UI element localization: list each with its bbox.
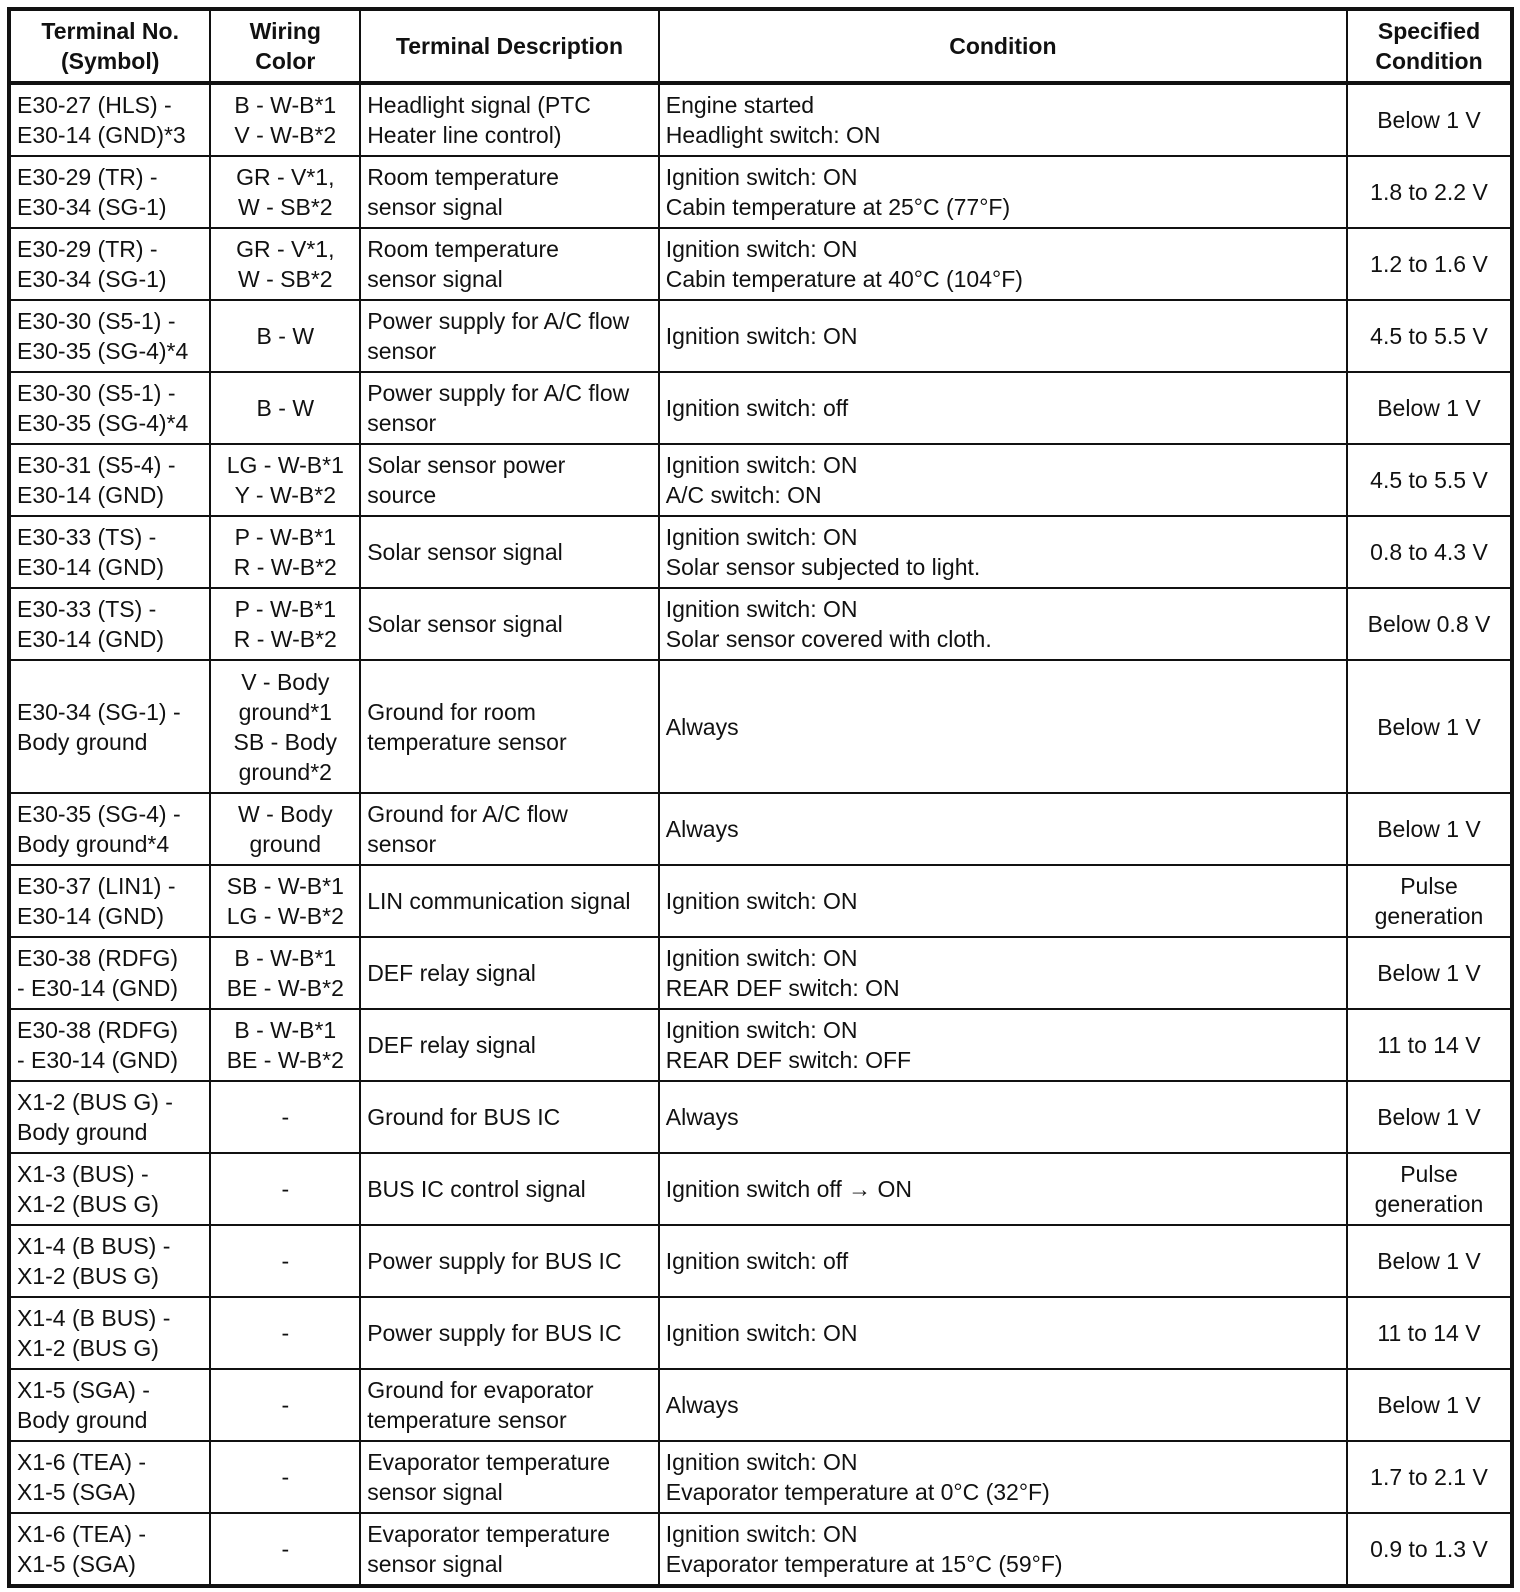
terminal-cell-line: E30-34 (SG-1) <box>17 194 167 220</box>
condition-cell <box>659 156 1347 228</box>
condition-cell <box>659 1369 1347 1441</box>
wiring-color-cell-line: P - W-B*1 <box>234 524 336 550</box>
terminal-cell-line: - E30-14 (GND) <box>17 1047 179 1073</box>
specified-condition-cell-line: 1.7 to 2.1 V <box>1370 1464 1488 1490</box>
condition-cell-line: Cabin temperature at 40°C (104°F) <box>665 266 1023 292</box>
specified-condition-cell <box>1347 793 1512 865</box>
condition-cell-line: Always <box>665 713 739 740</box>
terminal-cell-line: E30-31 (S5-4) - <box>17 452 176 478</box>
specified-condition-cell <box>1347 1225 1512 1297</box>
table-row <box>9 660 1512 793</box>
description-cell-line: Solar sensor signal <box>367 539 563 565</box>
condition-cell-line: Ignition switch: off <box>665 1248 849 1274</box>
description-cell-line: Evaporator temperature <box>367 1449 611 1475</box>
header-terminal-description <box>360 9 659 83</box>
condition-cell <box>659 516 1347 588</box>
terminal-cell-line: X1-2 (BUS G) <box>17 1263 159 1289</box>
condition-cell-line: Ignition switch: ON <box>665 596 858 622</box>
specified-condition-cell-line: Below 0.8 V <box>1367 611 1491 637</box>
terminal-table-container <box>7 7 1514 1588</box>
terminal-cell <box>9 588 210 660</box>
terminal-cell-line: E30-30 (S5-1) - <box>17 380 176 406</box>
description-cell-line: Heater line control) <box>367 122 562 148</box>
specified-condition-cell-line: Below 1 V <box>1377 960 1481 986</box>
description-cell <box>360 83 659 156</box>
terminal-cell <box>9 83 210 156</box>
wiring-color-cell-line: SB - W-B*1 <box>226 873 344 899</box>
condition-cell-line: Ignition switch: ON <box>665 323 858 349</box>
description-cell-line: DEF relay signal <box>367 960 536 986</box>
specified-condition-cell-line: 11 to 14 V <box>1377 1032 1481 1058</box>
condition-cell <box>659 793 1347 865</box>
wiring-color-cell-line: ground*1 <box>238 698 332 725</box>
description-cell-line: Solar sensor signal <box>367 611 563 637</box>
specified-condition-cell-line: Below 1 V <box>1377 816 1481 842</box>
condition-cell-line: Headlight switch: ON <box>665 122 881 148</box>
specified-condition-cell <box>1347 228 1512 300</box>
wiring-color-cell-line: - <box>281 1464 290 1490</box>
wiring-color-cell <box>210 372 360 444</box>
wiring-color-cell-line: P - W-B*1 <box>234 596 336 622</box>
terminal-cell <box>9 1297 210 1369</box>
description-cell-line: Headlight signal (PTC <box>367 92 591 118</box>
description-cell <box>360 1153 659 1225</box>
terminal-cell-line: Body ground <box>17 1119 148 1145</box>
wiring-color-cell-line: W - Body <box>238 801 333 827</box>
description-cell <box>360 588 659 660</box>
wiring-color-cell-line: W - SB*2 <box>238 194 333 220</box>
table-row <box>9 1009 1512 1081</box>
description-cell <box>360 1297 659 1369</box>
terminal-cell-line: Body ground*4 <box>17 831 170 857</box>
header-line: Color <box>255 48 316 74</box>
wiring-color-cell <box>210 83 360 156</box>
description-cell-line: Power supply for BUS IC <box>367 1248 622 1274</box>
wiring-color-cell-line: - <box>281 1176 290 1202</box>
wiring-color-cell-line: B - W <box>256 323 315 349</box>
terminal-cell-line: E30-14 (GND) <box>17 903 164 929</box>
description-cell-line: LIN communication signal <box>367 888 631 914</box>
terminal-cell-line: E30-38 (RDFG) <box>17 945 179 971</box>
condition-cell-line: Ignition switch: ON <box>665 452 858 478</box>
specified-condition-cell-line: Below 1 V <box>1377 1104 1481 1130</box>
specified-condition-cell-line: Below 1 V <box>1377 1392 1481 1418</box>
condition-cell <box>659 1081 1347 1153</box>
description-cell-line: Ground for room <box>367 698 536 725</box>
condition-cell <box>659 1009 1347 1081</box>
wiring-color-cell-line: B - W <box>256 395 315 421</box>
terminal-cell <box>9 1369 210 1441</box>
specified-condition-cell-line: Below 1 V <box>1377 713 1481 740</box>
specified-condition-cell <box>1347 1297 1512 1369</box>
wiring-color-cell-line: LG - W-B*2 <box>226 903 344 929</box>
terminal-cell-line: X1-2 (BUS G) <box>17 1191 159 1217</box>
condition-cell-line: Engine started <box>665 92 815 118</box>
terminal-cell-line: E30-14 (GND) <box>17 626 164 652</box>
wiring-color-cell <box>210 444 360 516</box>
wiring-color-cell <box>210 1009 360 1081</box>
terminal-cell <box>9 937 210 1009</box>
terminal-cell <box>9 228 210 300</box>
table-row <box>9 83 1512 156</box>
description-cell-line: Room temperature <box>367 236 559 262</box>
wiring-color-cell-line: ground*2 <box>238 758 332 785</box>
wiring-color-cell-line: BE - W-B*2 <box>226 975 344 1001</box>
table-row <box>9 516 1512 588</box>
description-cell-line: Room temperature <box>367 164 559 190</box>
table-row <box>9 372 1512 444</box>
description-cell-line: DEF relay signal <box>367 1032 536 1058</box>
wiring-color-cell-line: SB - Body <box>233 728 338 755</box>
wiring-color-cell-line: - <box>281 1536 290 1562</box>
description-cell-line: BUS IC control signal <box>367 1176 586 1202</box>
header-specified-condition <box>1347 9 1512 83</box>
wiring-color-cell-line: Y - W-B*2 <box>234 482 336 508</box>
description-cell <box>360 793 659 865</box>
condition-cell <box>659 228 1347 300</box>
condition-cell-line: Ignition switch: ON <box>665 888 858 914</box>
description-cell <box>360 1009 659 1081</box>
terminal-cell-line: X1-3 (BUS) - <box>17 1161 149 1187</box>
description-cell-line: sensor <box>367 831 437 857</box>
terminal-cell-line: X1-6 (TEA) - <box>17 1521 147 1547</box>
specified-condition-cell-line: Below 1 V <box>1377 107 1481 133</box>
header-line: Condition <box>1375 48 1483 74</box>
condition-cell-line: Evaporator temperature at 0°C (32°F) <box>665 1479 1050 1505</box>
description-cell-line: temperature sensor <box>367 728 567 755</box>
specified-condition-cell-line: 1.8 to 2.2 V <box>1370 179 1488 205</box>
description-cell-line: Power supply for A/C flow <box>367 380 630 406</box>
wiring-color-cell-line: - <box>281 1320 290 1346</box>
terminal-cell-line: X1-6 (TEA) - <box>17 1449 147 1475</box>
specified-condition-cell <box>1347 865 1512 937</box>
condition-cell-line: Ignition switch: ON <box>665 1521 858 1547</box>
table-row <box>9 1153 1512 1225</box>
description-cell-line: sensor signal <box>367 194 503 220</box>
table-row <box>9 1513 1512 1586</box>
terminal-cell-line: E30-34 (SG-1) <box>17 266 167 292</box>
table-row <box>9 1081 1512 1153</box>
terminal-cell-line: - E30-14 (GND) <box>17 975 179 1001</box>
condition-cell-line: Ignition switch: ON <box>665 164 858 190</box>
description-cell <box>360 300 659 372</box>
table-row <box>9 1297 1512 1369</box>
condition-cell-line: A/C switch: ON <box>665 482 822 508</box>
description-cell <box>360 228 659 300</box>
condition-cell <box>659 1225 1347 1297</box>
terminal-cell-line: X1-2 (BUS G) <box>17 1335 159 1361</box>
terminal-cell-line: X1-4 (B BUS) - <box>17 1233 171 1259</box>
specified-condition-cell-line: generation <box>1374 1191 1484 1217</box>
terminal-cell <box>9 1153 210 1225</box>
condition-cell-line: Ignition switch: ON <box>665 945 858 971</box>
condition-cell-line: Ignition switch: ON <box>665 1320 858 1346</box>
table-header-row <box>9 9 1512 83</box>
wiring-color-cell <box>210 1441 360 1513</box>
wiring-color-cell <box>210 1225 360 1297</box>
specified-condition-cell-line: Below 1 V <box>1377 395 1481 421</box>
wiring-color-cell-line: V - W-B*2 <box>234 122 337 148</box>
description-cell <box>360 865 659 937</box>
condition-cell <box>659 1153 1347 1225</box>
description-cell <box>360 1441 659 1513</box>
specified-condition-cell <box>1347 588 1512 660</box>
description-cell-line: sensor signal <box>367 1479 503 1505</box>
condition-cell-line: Ignition switch: ON <box>665 524 858 550</box>
terminal-cell-line: E30-33 (TS) - <box>17 524 157 550</box>
specified-condition-cell <box>1347 1513 1512 1586</box>
specified-condition-cell <box>1347 156 1512 228</box>
wiring-color-cell-line: B - W-B*1 <box>234 92 337 118</box>
specified-condition-cell <box>1347 444 1512 516</box>
specified-condition-cell <box>1347 516 1512 588</box>
description-cell-line: sensor signal <box>367 1551 503 1577</box>
specified-condition-cell-line: 1.2 to 1.6 V <box>1370 251 1488 277</box>
specified-condition-cell-line: Pulse <box>1400 873 1458 899</box>
terminal-cell-line: E30-38 (RDFG) <box>17 1017 179 1043</box>
wiring-color-cell-line: ground <box>249 831 322 857</box>
condition-cell-line: REAR DEF switch: OFF <box>665 1047 912 1073</box>
terminal-cell <box>9 516 210 588</box>
table-row <box>9 156 1512 228</box>
terminal-cell <box>9 156 210 228</box>
header-condition <box>659 9 1347 83</box>
wiring-color-cell-line: V - Body <box>241 668 330 695</box>
condition-cell <box>659 300 1347 372</box>
terminal-cell-line: E30-35 (SG-4)*4 <box>17 410 189 436</box>
description-cell <box>360 516 659 588</box>
condition-cell <box>659 1297 1347 1369</box>
terminal-cell <box>9 1081 210 1153</box>
description-cell-line: Solar sensor power <box>367 452 566 478</box>
wiring-color-cell <box>210 865 360 937</box>
terminal-cell-line: E30-14 (GND) <box>17 482 164 508</box>
table-row <box>9 444 1512 516</box>
description-cell <box>360 937 659 1009</box>
terminal-cell <box>9 1009 210 1081</box>
specified-condition-cell-line: Pulse <box>1400 1161 1458 1187</box>
terminal-cell-line: E30-37 (LIN1) - <box>17 873 176 899</box>
wiring-color-cell <box>210 588 360 660</box>
wiring-color-cell <box>210 1081 360 1153</box>
specified-condition-cell <box>1347 1369 1512 1441</box>
header-line: Wiring <box>249 18 321 44</box>
wiring-color-cell-line: GR - V*1, <box>236 236 335 262</box>
header-line: Specified <box>1377 18 1481 44</box>
wiring-color-cell <box>210 1513 360 1586</box>
specified-condition-cell <box>1347 372 1512 444</box>
terminal-inspection-table <box>7 7 1514 1588</box>
condition-cell <box>659 937 1347 1009</box>
table-row <box>9 300 1512 372</box>
description-cell <box>360 1513 659 1586</box>
terminal-cell <box>9 372 210 444</box>
header-line: (Symbol) <box>61 48 160 74</box>
table-row <box>9 228 1512 300</box>
condition-cell-line: Ignition switch off → ON <box>665 1176 913 1202</box>
condition-cell-line: REAR DEF switch: ON <box>665 975 900 1001</box>
wiring-color-cell <box>210 660 360 793</box>
description-cell <box>360 1369 659 1441</box>
description-cell-line: sensor <box>367 410 437 436</box>
condition-cell-line: Always <box>665 1392 739 1418</box>
wiring-color-cell <box>210 1369 360 1441</box>
description-cell <box>360 1081 659 1153</box>
header-wiring-color <box>210 9 360 83</box>
header-terminal-no <box>9 9 210 83</box>
condition-cell-line: Ignition switch: ON <box>665 236 858 262</box>
specified-condition-cell-line: 0.9 to 1.3 V <box>1370 1536 1488 1562</box>
terminal-cell <box>9 444 210 516</box>
description-cell-line: sensor <box>367 338 437 364</box>
wiring-color-cell-line: W - SB*2 <box>238 266 333 292</box>
terminal-cell-line: E30-27 (HLS) - <box>17 92 172 118</box>
description-cell <box>360 1225 659 1297</box>
condition-cell <box>659 1441 1347 1513</box>
specified-condition-cell <box>1347 937 1512 1009</box>
description-cell-line: sensor signal <box>367 266 503 292</box>
terminal-cell <box>9 1225 210 1297</box>
specified-condition-cell <box>1347 83 1512 156</box>
description-cell-line: Ground for evaporator <box>367 1377 594 1403</box>
specified-condition-cell <box>1347 1153 1512 1225</box>
terminal-cell-line: E30-29 (TR) - <box>17 236 158 262</box>
terminal-cell <box>9 1441 210 1513</box>
header-line: Terminal No. <box>41 18 179 44</box>
wiring-color-cell-line: - <box>281 1104 290 1130</box>
condition-cell-line: Always <box>665 816 739 842</box>
condition-cell-line: Solar sensor subjected to light. <box>665 554 981 580</box>
specified-condition-cell-line: 11 to 14 V <box>1377 1320 1481 1346</box>
wiring-color-cell-line: R - W-B*2 <box>233 626 337 652</box>
description-cell-line: Ground for A/C flow <box>367 801 568 827</box>
description-cell <box>360 156 659 228</box>
wiring-color-cell <box>210 937 360 1009</box>
wiring-color-cell-line: B - W-B*1 <box>234 1017 337 1043</box>
description-cell <box>360 660 659 793</box>
condition-cell-line: Ignition switch: ON <box>665 1017 858 1043</box>
table-row <box>9 937 1512 1009</box>
table-row <box>9 1369 1512 1441</box>
description-cell-line: Ground for BUS IC <box>367 1104 561 1130</box>
specified-condition-cell <box>1347 660 1512 793</box>
wiring-color-cell <box>210 516 360 588</box>
specified-condition-cell <box>1347 1009 1512 1081</box>
terminal-cell <box>9 300 210 372</box>
description-cell-line: Evaporator temperature <box>367 1521 611 1547</box>
header-line: Condition <box>949 33 1057 59</box>
terminal-cell-line: Body ground <box>17 728 148 755</box>
wiring-color-cell-line: R - W-B*2 <box>233 554 337 580</box>
condition-cell <box>659 865 1347 937</box>
table-row <box>9 588 1512 660</box>
description-cell-line: source <box>367 482 437 508</box>
terminal-cell <box>9 793 210 865</box>
description-cell-line: Power supply for BUS IC <box>367 1320 622 1346</box>
wiring-color-cell-line: B - W-B*1 <box>234 945 337 971</box>
condition-cell-line: Always <box>665 1104 739 1130</box>
specified-condition-cell-line: Below 1 V <box>1377 1248 1481 1274</box>
specified-condition-cell <box>1347 1441 1512 1513</box>
wiring-color-cell <box>210 793 360 865</box>
condition-cell-line: Solar sensor covered with cloth. <box>665 626 992 652</box>
table-row <box>9 1225 1512 1297</box>
specified-condition-cell-line: 0.8 to 4.3 V <box>1370 539 1488 565</box>
terminal-cell-line: E30-35 (SG-4) - <box>17 801 181 827</box>
wiring-color-cell <box>210 1153 360 1225</box>
terminal-cell-line: X1-5 (SGA) - <box>17 1377 150 1403</box>
terminal-cell-line: E30-34 (SG-1) - <box>17 698 181 725</box>
table-row <box>9 1441 1512 1513</box>
terminal-cell-line: E30-33 (TS) - <box>17 596 157 622</box>
condition-cell <box>659 83 1347 156</box>
terminal-cell-line: E30-35 (SG-4)*4 <box>17 338 189 364</box>
terminal-cell-line: E30-29 (TR) - <box>17 164 158 190</box>
wiring-color-cell <box>210 300 360 372</box>
table-body <box>9 83 1512 1586</box>
wiring-color-cell-line: - <box>281 1392 290 1418</box>
wiring-color-cell-line: BE - W-B*2 <box>226 1047 344 1073</box>
terminal-cell-line: E30-14 (GND)*3 <box>17 122 186 148</box>
terminal-cell-line: E30-14 (GND) <box>17 554 164 580</box>
wiring-color-cell-line: GR - V*1, <box>236 164 335 190</box>
terminal-cell <box>9 660 210 793</box>
table-row <box>9 793 1512 865</box>
specified-condition-cell <box>1347 1081 1512 1153</box>
wiring-color-cell <box>210 1297 360 1369</box>
header-line: Terminal Description <box>395 33 623 59</box>
description-cell-line: temperature sensor <box>367 1407 567 1433</box>
wiring-color-cell <box>210 228 360 300</box>
condition-cell <box>659 660 1347 793</box>
condition-cell-line: Evaporator temperature at 15°C (59°F) <box>665 1551 1063 1577</box>
description-cell-line: Power supply for A/C flow <box>367 308 630 334</box>
terminal-cell-line: X1-5 (SGA) <box>17 1551 136 1577</box>
terminal-cell-line: X1-4 (B BUS) - <box>17 1305 171 1331</box>
condition-cell-line: Ignition switch: ON <box>665 1449 858 1475</box>
wiring-color-cell-line: LG - W-B*1 <box>226 452 344 478</box>
description-cell <box>360 372 659 444</box>
condition-cell <box>659 444 1347 516</box>
condition-cell <box>659 588 1347 660</box>
condition-cell-line: Ignition switch: off <box>665 395 849 421</box>
terminal-cell-line: E30-30 (S5-1) - <box>17 308 176 334</box>
specified-condition-cell-line: generation <box>1374 903 1484 929</box>
condition-cell-line: Cabin temperature at 25°C (77°F) <box>665 194 1011 220</box>
condition-cell <box>659 372 1347 444</box>
specified-condition-cell <box>1347 300 1512 372</box>
specified-condition-cell-line: 4.5 to 5.5 V <box>1370 467 1488 493</box>
terminal-cell-line: Body ground <box>17 1407 148 1433</box>
terminal-cell <box>9 865 210 937</box>
condition-cell <box>659 1513 1347 1586</box>
wiring-color-cell <box>210 156 360 228</box>
terminal-cell-line: X1-5 (SGA) <box>17 1479 136 1505</box>
description-cell <box>360 444 659 516</box>
terminal-cell <box>9 1513 210 1586</box>
table-row <box>9 865 1512 937</box>
specified-condition-cell-line: 4.5 to 5.5 V <box>1370 323 1488 349</box>
wiring-color-cell-line: - <box>281 1248 290 1274</box>
terminal-cell-line: X1-2 (BUS G) - <box>17 1089 173 1115</box>
